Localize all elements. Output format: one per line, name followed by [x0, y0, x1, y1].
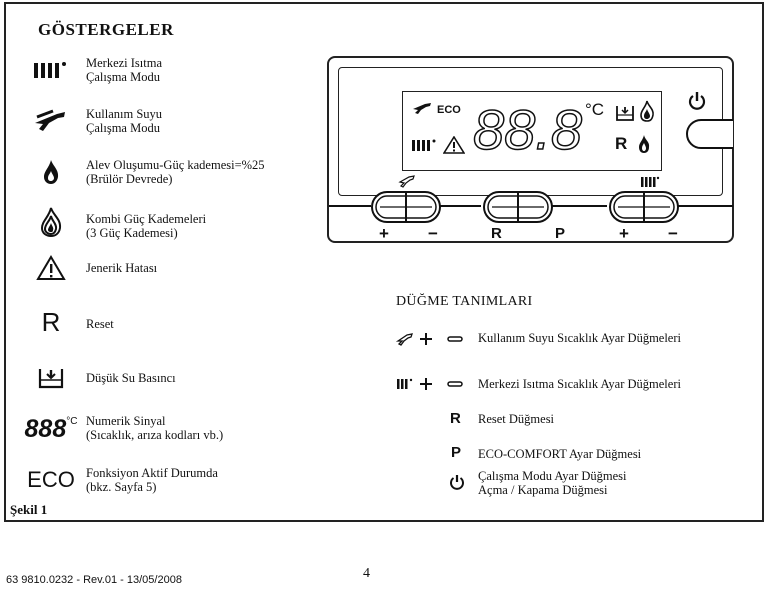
ch-plus-label: +	[619, 224, 629, 243]
lcd-flame-icon	[637, 134, 651, 154]
flame-icon	[22, 158, 80, 186]
ch-rocker-button[interactable]	[608, 190, 680, 224]
reset-eco-rocker-button[interactable]	[482, 190, 554, 224]
lcd-unit: °C	[585, 100, 605, 119]
legend-text-numeric: Numerik Sinyal (Sıcaklık, arıza kodları vb.)	[86, 414, 224, 442]
dhw-plus-label: +	[379, 224, 389, 243]
lcd-radiator-icon	[411, 138, 441, 152]
p-icon: P	[451, 444, 462, 461]
dhw-minus-label: −	[428, 224, 438, 243]
lcd-flame-stages-icon	[639, 100, 655, 122]
lcd-display	[402, 91, 662, 171]
buttons-title: DÜĞME TANIMLARI	[396, 294, 533, 309]
reset-button-label: R	[491, 225, 502, 242]
legend-text-central-heating: Merkezi Isıtma Çalışma Modu	[86, 56, 163, 84]
dhw-label-icon	[398, 174, 416, 188]
ch-minus-label: −	[668, 224, 678, 243]
figure-label: Şekil 1	[10, 502, 48, 517]
radiator-icon	[22, 58, 80, 82]
dhw-rocker-button[interactable]	[370, 190, 442, 224]
lcd-eco-label: ECO	[437, 104, 461, 116]
p-button-label: P	[555, 225, 566, 242]
button-text-reset: Reset Düğmesi	[478, 412, 555, 426]
tap-plus-minus-icon	[396, 331, 470, 347]
power-icon	[449, 474, 465, 491]
lcd-warning-icon	[443, 136, 465, 154]
legend-text-low-pressure: Düşük Su Basıncı	[86, 371, 176, 385]
button-text-power: Çalışma Modu Ayar Düğmesi Açma / Kapama Düğmesi	[478, 469, 627, 497]
ch-label-icon	[640, 174, 660, 188]
lcd-tap-icon	[411, 101, 433, 115]
legend-text-flame: Alev Oluşumu-Güç kademesi=%25 (Brülör Devrede)	[86, 158, 265, 186]
legend-text-dhw: Kullanım Suyu Çalışma Modu	[86, 107, 163, 135]
legend-text-generic-error: Jenerik Hatası	[86, 261, 158, 275]
lcd-low-pressure-icon	[615, 104, 635, 122]
legend-text-reset: Reset	[86, 317, 114, 331]
reset-icon: R	[450, 410, 461, 427]
flame-stages-icon	[22, 206, 80, 238]
tap-icon	[22, 108, 80, 134]
document-reference: 63 9810.0232 - Rev.01 - 13/05/2008	[6, 574, 182, 586]
button-text-dhw: Kullanım Suyu Sıcaklık Ayar Düğmeleri	[478, 331, 681, 345]
numeric-display-icon: 888 °C	[24, 414, 78, 443]
button-text-eco-comfort: ECO-COMFORT Ayar Düğmesi	[478, 447, 642, 461]
power-button[interactable]	[683, 90, 733, 150]
reset-icon: R	[41, 306, 61, 337]
button-text-ch: Merkezi Isıtma Sıcaklık Ayar Düğmeleri	[478, 377, 681, 391]
lcd-reset-label: R	[615, 134, 628, 153]
lcd-digits: 88.8	[473, 98, 582, 161]
section-title: GÖSTERGELER	[38, 20, 174, 39]
low-water-pressure-icon	[22, 364, 80, 392]
legend-text-power-stages: Kombi Güç Kademeleri (3 Güç Kademesi)	[86, 212, 207, 240]
page-number: 4	[363, 566, 370, 581]
legend-text-eco: Fonksiyon Aktif Durumda (bkz. Sayfa 5)	[86, 466, 218, 494]
eco-icon: ECO	[27, 467, 75, 492]
warning-icon	[22, 254, 80, 282]
radiator-plus-minus-icon	[396, 376, 470, 392]
